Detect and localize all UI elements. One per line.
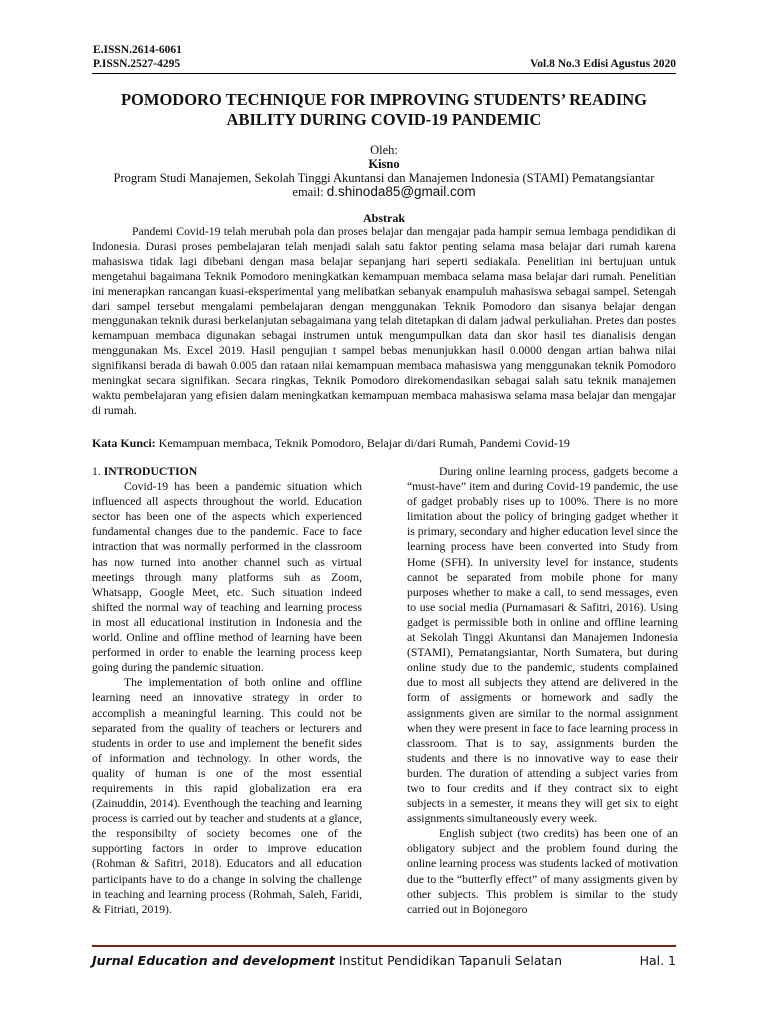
paper-title: POMODORO TECHNIQUE FOR IMPROVING STUDENTS’ READING ABILITY DURING COVID-19 PANDEMIC — [120, 90, 648, 129]
email-line — [92, 185, 676, 199]
paragraph: English subject (two credits) has been one of an obligatory subject and the problem found during the online learning process was students lacked of motivation due to the “butterfly effect” of many assigments given by other subjects. This problem is similar to the study carried out in Bojonegoro — [407, 827, 678, 916]
section-title: INTRODUCTION — [103, 465, 198, 478]
issn-block — [93, 43, 182, 71]
header-rule — [92, 73, 676, 74]
paragraph: During online learning process, gadgets become a “must-have” item and during Covid-19 pandemic, the use of gadget probably rises up to 100%. There is no more limitation about the policy of bringing gadget whether it is primary, secondary and higher education level since the learning process have been converted into Study from Home (SFH). In university level for instance, students cannot be separated from mobile phone for many purposes whether to make a call, to send messages, even to use social media (Purnamasari & Safitri, 2016). Using gadget is permissible both in online and offline learning at Sekolah Tinggi Akuntansi dan Manajemen Indonesia (STAMI), Pematangsiantar, North Sumatera, but during online study due to the pandemic, students complained due to most all subjects they attend are delivered in the form of assigments or homework and sadly the assignments given are similar to the normal assignment when they were present in face to face learning process in classroom. That is to say, assignments burden the students and there is no innovative way to ease their burden. The duration of attending a subject varies from two to four credits and if they contract six to eight subjects in a semester, it means they will get six to eight assignments simultaneously every week. — [407, 465, 678, 826]
author-name: Kisno — [368, 157, 400, 171]
paragraph: Covid-19 has been a pandemic situation which influenced all aspects throughout the world. Education sector has been one of the aspects which experienced fundamental changes due to the pandemic. Face to face intraction that was normally performed in the classroom has now turned into another channel such as virtual meetings through many platforms suh as Zoom, Whatsapp, Google Meet, etc. Such situation indeed shifted the normal way of teaching and learning process in most all educational institution in Indonesia and the world. Online and offline method of learning have been performed in order to enable the learning process keep going during the pandemic situation. — [92, 480, 362, 675]
right-column — [407, 464, 678, 917]
affiliation: Program Studi Manajemen, Sekolah Tinggi Akuntansi dan Manajemen Indonesia (STAMI) Pematangsiantar — [113, 171, 655, 185]
footer — [92, 953, 676, 968]
abstract-text: Pandemi Covid-19 telah merubah pola dan proses belajar dan mengajar pada hampir semua lembaga pendidikan di Indonesia. Durasi proses pembelajaran telah menjadi salah satu faktor penting selama masa belajar dari rumah karena mahasiswa tidak lagi dibebani dengan masa belajar sepanjang hari seperti sediakala. Penelitian ini bertujuan untuk mengetahui bagaimana Teknik Pomodoro meningkatkan kemampuan membaca selama masa belajar dari rumah. Penelitian ini menerapkan rancangan kuasi-eksperimental yang melibatkan sebanyak enampuluh mahasiswa sebagai sampel. Setengah dari sampel tersebut mengalami pembelajaran dengan menggunakan Teknik Pomodoro dan sisanya belajar dengan menggunakan teknik durasi berkelanjutan sebagaimana yang telah ditetapkan di dalam jadwal perkuliahan. Pretes dan postes kemampuan membaca digunakan sebagai instrumen untuk mengumpulkan data dan skor hasil tes dianalisis dengan menggunakan Ms. Excel 2019. Hasil pengujian t sampel bebas menunjukkan hasil 0.0000 dengan artian bahwa nilai signifikansi berada di bawah 0.005 dan rataan nilai kemampuan membaca mahasiswa yang menggunakan teknik Pomodoro meningkat secara signifikan. Secara ringkas, Teknik Pomodoro direkomendasikan sebagai salah satu teknik manajemen waktu pembelajaran yang efisien dalam meningkatkan kemampuan membaca mahasiswa selama masa belajar dan mengajar di rumah. — [92, 225, 676, 417]
oleh-label: Oleh: — [370, 143, 398, 157]
keywords-label: Kata Kunci: — [92, 436, 156, 450]
email-address: d.shinoda85@gmail.com — [326, 184, 476, 199]
pissn: P.ISSN.2527-4295 — [93, 58, 181, 70]
page-number: Hal. 1 — [639, 953, 676, 968]
paragraph: The implementation of both online and offline learning need an innovative strategy in order to accomplish a meaningful learning. This could not be separated from the quality of teachers or lecturers and students in order to use and implement the benefit sides of information and technology. In other words, the quality of human is one of the most essential requirements in this rapid globalization era era (Zainuddin, 2014). Eventhough the teaching and learning process is carried out by teacher and students at a glance, the responsibilty of society becomes one of the supporting factors in order to improve education (Rohman & Safitri, 2018). Educators and all education participants have to do a change in solving the challenge in teaching and learning process (Rohmah, Saleh, Faridi, & Fitriati, 2019). — [92, 676, 362, 916]
left-column — [92, 464, 362, 917]
email-label: email: — [292, 185, 327, 199]
section-number: 1. — [92, 465, 104, 478]
keywords-text: Kemampuan membaca, Teknik Pomodoro, Belajar di/dari Rumah, Pandemi Covid-19 — [155, 436, 570, 450]
abstract-heading: Abstrak — [362, 211, 405, 225]
section-heading — [92, 464, 362, 479]
eissn: E.ISSN.2614-6061 — [93, 44, 182, 56]
institution-name: Institut Pendidikan Tapanuli Selatan — [334, 953, 562, 968]
volume-info: Vol.8 No.3 Edisi Agustus 2020 — [530, 58, 676, 70]
byline — [92, 143, 676, 199]
journal-name: Jurnal Education and development — [92, 953, 335, 968]
footer-rule — [92, 945, 676, 947]
keywords — [92, 436, 676, 451]
